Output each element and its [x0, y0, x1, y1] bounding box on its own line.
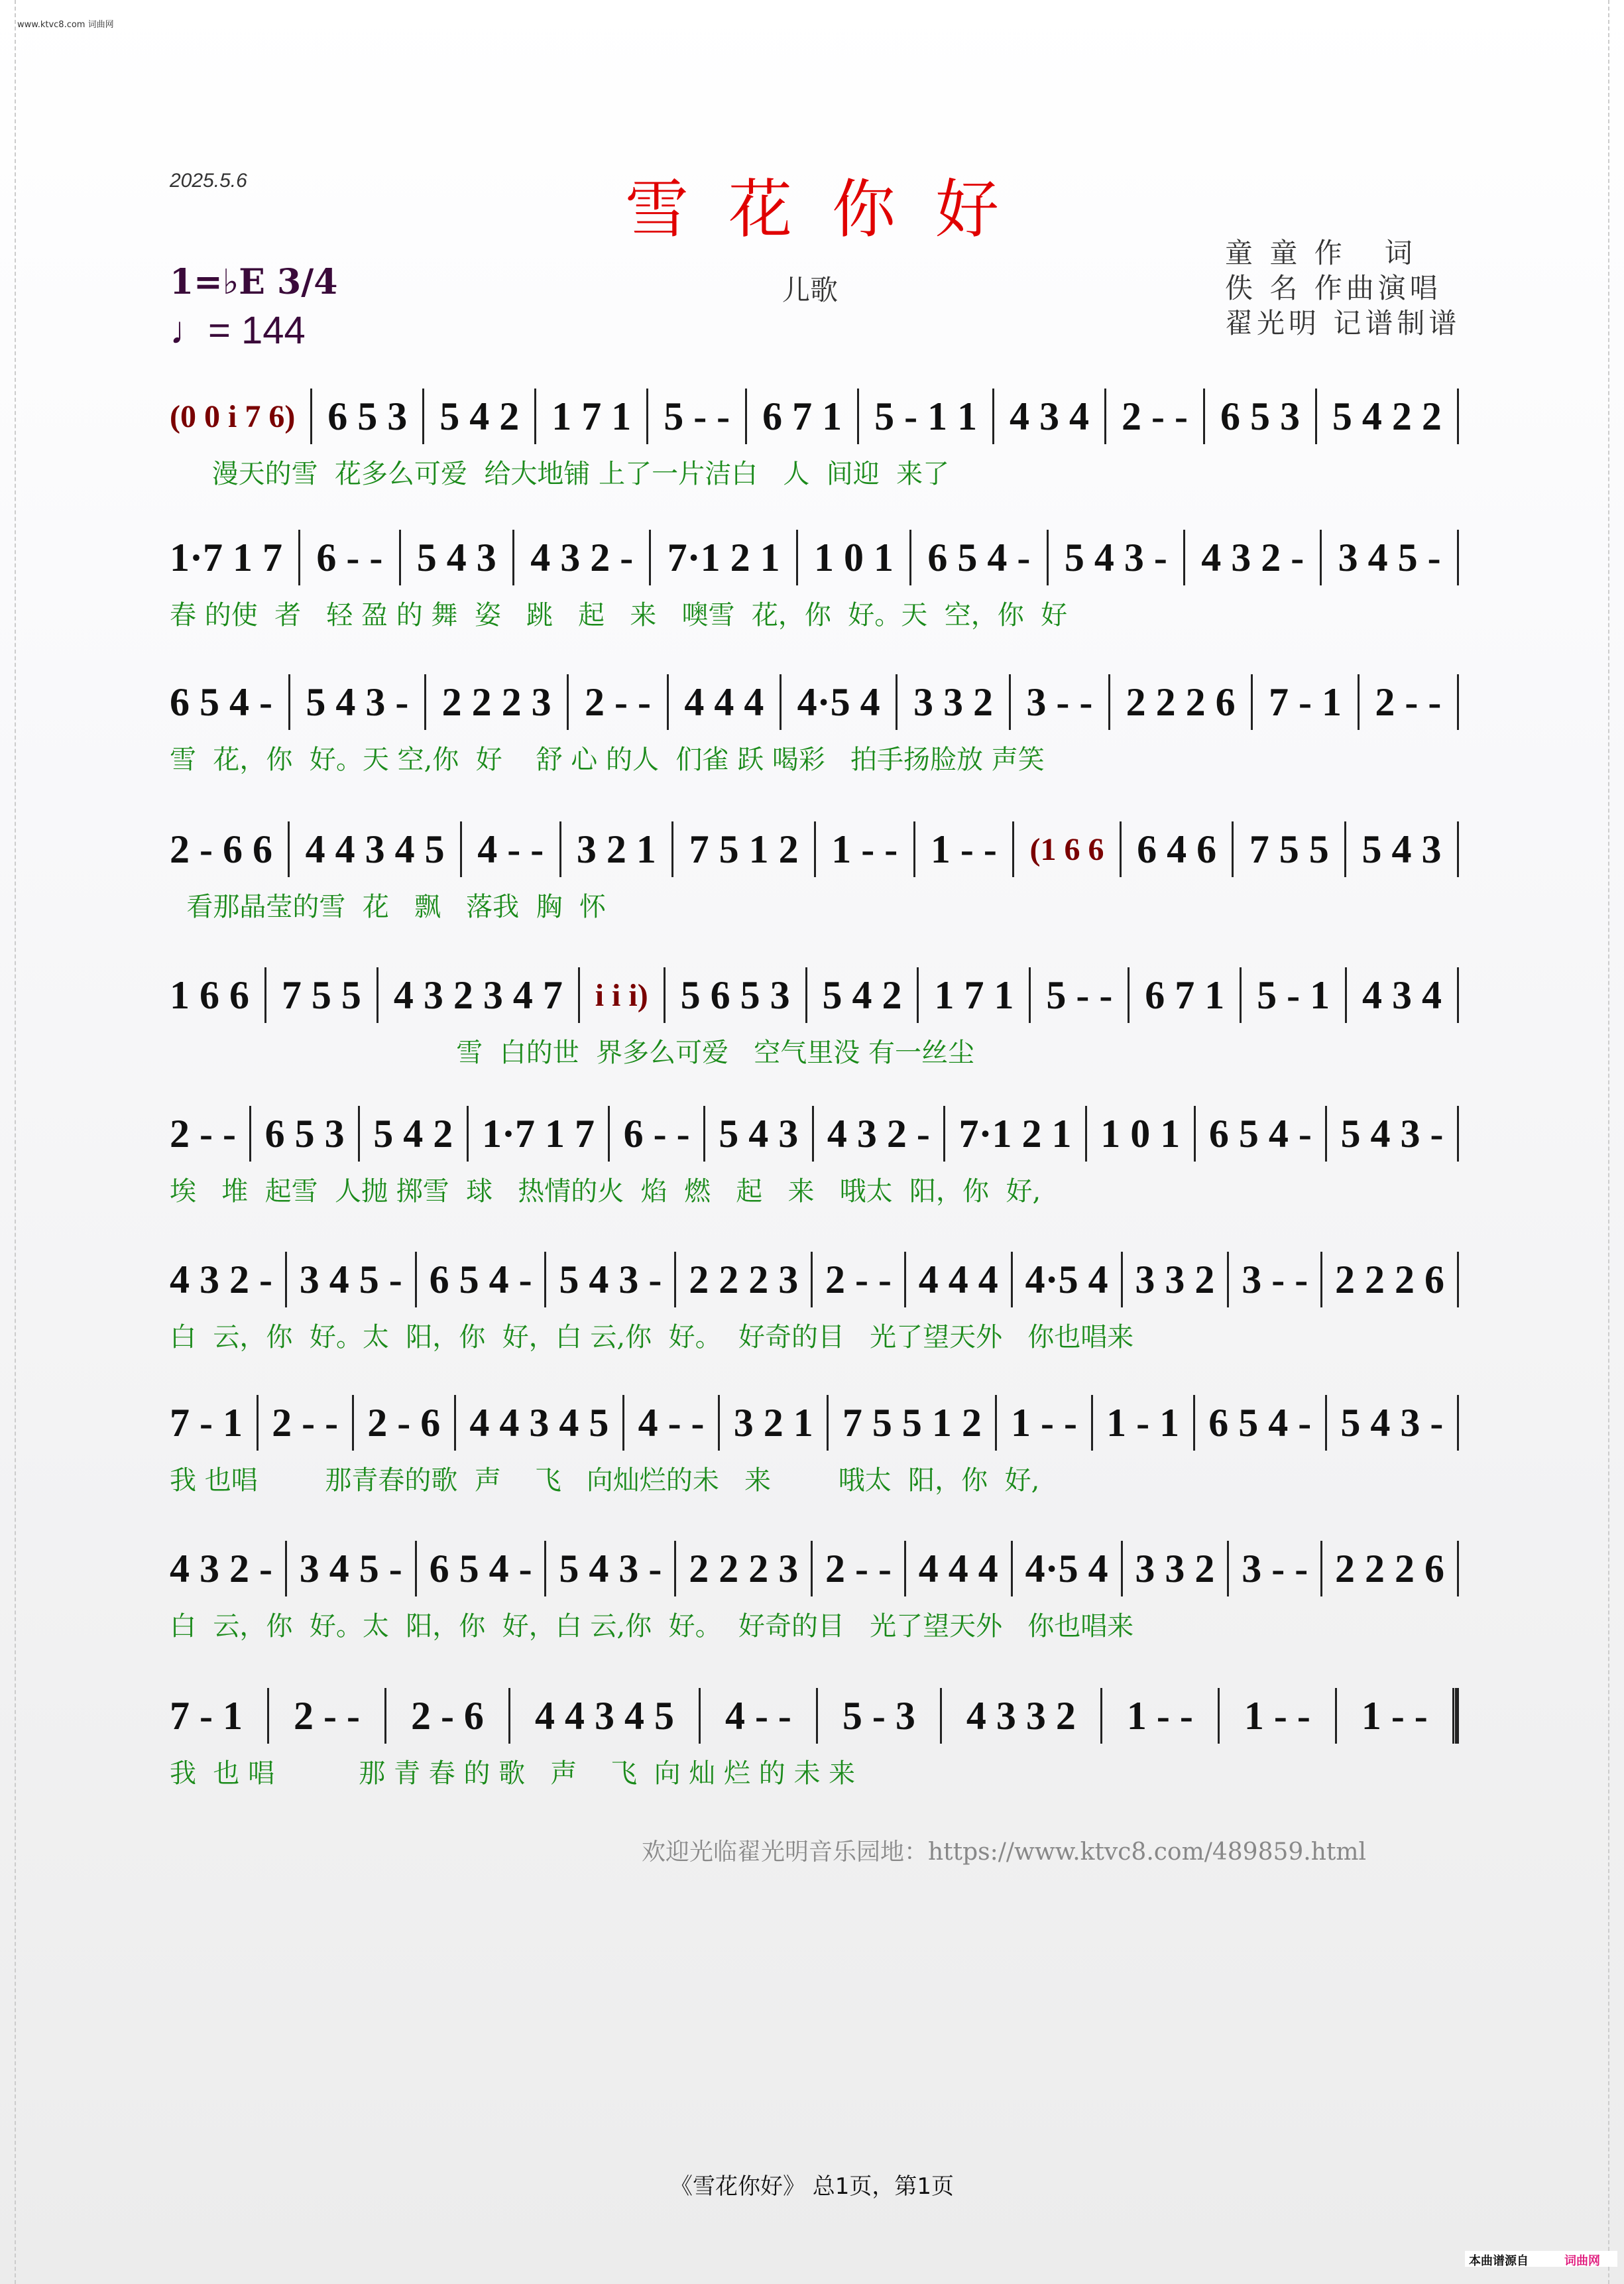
bar-line [1345, 967, 1347, 1023]
notes-line [170, 1250, 1459, 1309]
notes-line [170, 1686, 1459, 1746]
bar-line [1183, 530, 1185, 585]
bar-line [1227, 1541, 1229, 1596]
credits [1225, 235, 1460, 341]
bar-line [827, 1395, 829, 1451]
measure: 6 5 4 - [429, 1546, 532, 1591]
measure: 7 - 1 [170, 1400, 243, 1445]
bar-line [1457, 967, 1459, 1023]
measure: 1 - - [930, 827, 997, 871]
bar-line [352, 1395, 354, 1451]
measure: 2 2 2 6 [1126, 680, 1236, 724]
measure: 2 2 2 6 [1335, 1257, 1445, 1301]
welcome-text: 欢迎光临翟光明音乐园地：https://www.ktvc8.com/489859.html [642, 1838, 1367, 1866]
measure: 3 4 5 - [299, 1546, 402, 1591]
bar-line [917, 967, 919, 1023]
bar-line [1358, 674, 1360, 730]
page-border-left [15, 0, 16, 2284]
notes-line [170, 528, 1459, 587]
measure: 1 - - [1126, 1693, 1193, 1738]
key-signature: 1=♭E 3/4 [170, 262, 338, 302]
song-title: 雪花你好 [625, 172, 1039, 247]
measure: 5 - 3 [842, 1693, 915, 1738]
bar-line [904, 1541, 906, 1596]
measure: 4 - - [638, 1400, 705, 1445]
measure: 2 - - [825, 1546, 892, 1591]
bar-line [718, 1395, 720, 1451]
measure: 4 4 4 [918, 1546, 998, 1591]
bar-line [1325, 1395, 1327, 1451]
bar-line [667, 674, 669, 730]
lyrics-line: 雪 花，你 好。天 空,你 好 舒 心 的人 们雀 跃 喝彩 拍手扬脸放 声笑 [170, 745, 1045, 775]
bar-line [454, 1395, 456, 1451]
bar-line [415, 1541, 417, 1596]
measure: 3 - - [1242, 1546, 1308, 1591]
measure: 6 5 4 - [170, 680, 272, 724]
score-row [170, 819, 1459, 924]
measure: 5 4 3 - [1340, 1400, 1444, 1445]
measure: 6 5 3 [264, 1111, 345, 1156]
measure: 3 2 1 [733, 1400, 813, 1445]
bar-line [384, 1688, 386, 1744]
bar-line [1085, 1106, 1087, 1162]
bar-line [1344, 821, 1346, 877]
measure: 4 3 4 [1362, 973, 1442, 1017]
lyricist: 童 童 作 词 [1225, 237, 1417, 269]
lyrics-line: 我 也 唱 那 青 春 的 歌 声 飞 向 灿 烂 的 未 来 [170, 1758, 856, 1789]
bar-line [674, 1541, 676, 1596]
measure: 2 - 6 6 [170, 827, 272, 871]
score-row [170, 1250, 1459, 1354]
measure: 6 5 3 [327, 394, 408, 438]
bar-line [943, 1106, 945, 1162]
bar-line [285, 1252, 287, 1307]
bar-line [1452, 1688, 1459, 1744]
measure: (0 0 i 7 6) [170, 398, 296, 434]
bar-line [992, 389, 994, 444]
bar-line [664, 967, 666, 1023]
measure: 3 2 1 [576, 827, 656, 871]
bar-line [310, 389, 312, 444]
bar-line [857, 389, 859, 444]
measure: 5 4 2 2 [1332, 394, 1442, 438]
bar-line [1457, 530, 1459, 585]
bar-line [1457, 1106, 1459, 1162]
measure: 4 3 2 - [530, 535, 634, 579]
measure: 4 - - [725, 1693, 791, 1738]
measure: 4 4 4 [918, 1257, 998, 1301]
bar-line [1320, 530, 1322, 585]
measure: 1 0 1 [1100, 1111, 1181, 1156]
bar-line [1194, 1106, 1196, 1162]
lyrics-line: 我 也唱 那青春的歌 声 飞 向灿烂的未 来 哦太 阳，你 好, [170, 1465, 1040, 1496]
measure: 1 - - [1244, 1693, 1310, 1738]
bar-line [288, 674, 290, 730]
notes-line [170, 387, 1459, 446]
measure: 1 7 1 [934, 973, 1014, 1017]
measure: 4 3 2 - [170, 1257, 272, 1301]
bar-line [1203, 389, 1205, 444]
date: 2025.5.6 [170, 170, 247, 192]
tempo: ♩= 144 [170, 309, 306, 352]
measure: 4·5 4 [1025, 1257, 1108, 1301]
measure: (1 6 6 [1029, 831, 1104, 867]
measure: 5 4 3 [416, 535, 496, 579]
bar-line [1457, 821, 1459, 877]
bar-line [467, 1106, 469, 1162]
bar-line [896, 674, 898, 730]
notes-line [170, 672, 1459, 732]
measure: 7 - 1 [170, 1693, 243, 1738]
measure: 2 2 2 6 [1335, 1546, 1445, 1591]
measure: 1 - - [831, 827, 898, 871]
notes-line [170, 819, 1459, 879]
bar-line [544, 1252, 546, 1307]
bar-line [508, 1688, 510, 1744]
measure: 6 5 4 - [1208, 1400, 1312, 1445]
measure: 5 4 3 - [1340, 1111, 1444, 1156]
score-row [170, 528, 1459, 632]
bar-line [703, 1106, 705, 1162]
bar-line [1009, 674, 1011, 730]
measure: 1 0 1 [814, 535, 894, 579]
measure: 2 2 2 3 [689, 1546, 799, 1591]
source-badge [1465, 2251, 1617, 2267]
notes-line [170, 1539, 1459, 1598]
arranger: 翟光明 记谱制谱 [1225, 307, 1461, 339]
measure: 2 - 6 [367, 1400, 441, 1445]
lyrics-line: 看那晶莹的雪 花 飘 落我 胸 怀 [170, 892, 607, 922]
notes-line [170, 1104, 1459, 1164]
score-row [170, 965, 1459, 1069]
bar-line [422, 389, 424, 444]
measure: 1 - - [1011, 1400, 1077, 1445]
bar-line [805, 967, 807, 1023]
measure: 4 4 3 4 5 [469, 1400, 609, 1445]
measure: 2 2 2 3 [689, 1257, 799, 1301]
measure: 2 2 2 3 [441, 680, 551, 724]
measure: 4 4 3 4 5 [534, 1693, 674, 1738]
measure: 3 - - [1026, 680, 1093, 724]
measure: 1 7 1 [551, 394, 632, 438]
measure: 6 5 4 - [1208, 1111, 1312, 1156]
measure: 5 4 3 - [306, 680, 409, 724]
measure: 2 - - [1122, 394, 1188, 438]
score-row [170, 672, 1459, 776]
bar-line [534, 389, 536, 444]
bar-line [1457, 389, 1459, 444]
measure: 3 4 5 - [299, 1257, 402, 1301]
bar-line [1227, 1252, 1229, 1307]
score-row [170, 1104, 1459, 1208]
measure: 4 3 2 - [1201, 535, 1305, 579]
measure: 4 - - [477, 827, 544, 871]
bar-line [399, 530, 401, 585]
lyrics-line: 白 云，你 好。太 阳，你 好，白 云,你 好。 好奇的目 光了望天外 你也唱来 [170, 1611, 1134, 1642]
measure: 5 4 3 - [1064, 535, 1167, 579]
bar-line [622, 1395, 624, 1451]
score-row [170, 1393, 1459, 1497]
bar-line [460, 821, 462, 877]
bar-line [1121, 1252, 1123, 1307]
measure: 6 5 4 - [429, 1257, 532, 1301]
bar-line [1251, 674, 1253, 730]
score-row [170, 1539, 1459, 1643]
measure: 2 - - [272, 1400, 339, 1445]
bar-line [1457, 1395, 1459, 1451]
measure: 5 4 2 [373, 1111, 453, 1156]
bar-line [1457, 1541, 1459, 1596]
bar-line [424, 674, 426, 730]
measure: i i i) [595, 977, 648, 1013]
lyrics-line: 白 云，你 好。太 阳，你 好，白 云,你 好。 好奇的目 光了望天外 你也唱来 [170, 1322, 1134, 1352]
measure: 2 - 6 [410, 1693, 484, 1738]
measure: 2 - - [825, 1257, 892, 1301]
bar-line [1120, 821, 1122, 877]
measure: 3 - - [1242, 1257, 1308, 1301]
bar-line [1128, 967, 1130, 1023]
bar-line [377, 967, 378, 1023]
measure: 4 3 2 3 4 7 [393, 973, 563, 1017]
measure: 5 - - [664, 394, 730, 438]
measure: 2 - - [585, 680, 651, 724]
bar-line [1193, 1395, 1195, 1451]
bar-line [811, 1252, 813, 1307]
bar-line [1011, 1252, 1013, 1307]
bar-line [1091, 1395, 1093, 1451]
measure: 1·7 1 7 [170, 535, 283, 579]
bar-line [816, 1688, 818, 1744]
measure: 1 - - [1361, 1693, 1428, 1738]
bar-line [646, 389, 648, 444]
composer: 佚 名 作曲演唱 [1225, 272, 1442, 304]
notes-line [170, 965, 1459, 1025]
bar-line [745, 389, 747, 444]
measure: 5 4 3 [719, 1111, 799, 1156]
notes-line [170, 1393, 1459, 1453]
bar-line [780, 674, 782, 730]
bar-line [298, 530, 300, 585]
measure: 4 4 3 4 5 [305, 827, 445, 871]
bar-line [1047, 530, 1049, 585]
measure: 1 - 1 [1106, 1400, 1180, 1445]
measure: 7·1 2 1 [667, 535, 780, 579]
bar-line [1232, 821, 1234, 877]
measure: 4 3 2 - [170, 1546, 272, 1591]
score-row [170, 1686, 1459, 1790]
lyrics-line: 雪 白的世 界多么可爱 空气里没 有一丝尘 [170, 1038, 975, 1068]
bar-line [1108, 674, 1110, 730]
bar-line [1218, 1688, 1220, 1744]
bar-line [257, 1395, 259, 1451]
bar-line [904, 1252, 906, 1307]
measure: 4 3 2 - [827, 1111, 930, 1156]
measure: 5 6 5 3 [680, 973, 790, 1017]
measure: 5 4 3 - [559, 1546, 662, 1591]
measure: 7·1 2 1 [958, 1111, 1072, 1156]
measure: 4·5 4 [1025, 1546, 1108, 1591]
source-prefix: 本曲谱源自 [1469, 2254, 1529, 2268]
bar-line [913, 821, 915, 877]
bar-line [1457, 1252, 1459, 1307]
bar-line [671, 821, 673, 877]
bar-line [1325, 1106, 1327, 1162]
bar-line [288, 821, 290, 877]
measure: 5 - - [1046, 973, 1113, 1017]
measure: 5 - 1 [1257, 973, 1330, 1017]
measure: 7 - 1 [1269, 680, 1342, 724]
bar-line [249, 1106, 251, 1162]
bar-line [814, 821, 816, 877]
measure: 6 - - [623, 1111, 690, 1156]
page-border-right [1608, 0, 1609, 2284]
bar-line [1240, 967, 1242, 1023]
bar-line [358, 1106, 360, 1162]
bar-line [699, 1688, 701, 1744]
bar-line [1457, 674, 1459, 730]
page-footer: 《雪花你好》 总1页，第1页 [669, 2173, 955, 2200]
measure: 4 3 3 2 [966, 1693, 1076, 1738]
bar-line [544, 1541, 546, 1596]
bar-line [1011, 1541, 1013, 1596]
measure: 1·7 1 7 [481, 1111, 595, 1156]
measure: 4 3 4 [1010, 394, 1090, 438]
bar-line [1104, 389, 1106, 444]
bar-line [1315, 389, 1317, 444]
bar-line [559, 821, 561, 877]
bar-line [415, 1252, 417, 1307]
measure: 5 - 1 1 [874, 394, 978, 438]
measure: 3 3 2 [913, 680, 994, 724]
watermark-top: www.ktvc8.com 词曲网 [17, 20, 114, 30]
lyrics-line: 漫天的雪 花多么可爱 给大地铺 上了一片洁白 人 间迎 来了 [170, 459, 950, 489]
bar-line [1320, 1252, 1322, 1307]
bar-line [608, 1106, 610, 1162]
bar-line [940, 1688, 942, 1744]
bar-line [811, 1541, 813, 1596]
measure: 3 3 2 [1135, 1257, 1215, 1301]
measure: 5 4 3 - [559, 1257, 662, 1301]
measure: 7 5 5 [281, 973, 361, 1017]
bar-line [812, 1106, 814, 1162]
source-site: 词曲网 [1564, 2254, 1600, 2268]
bar-line [578, 967, 580, 1023]
measure: 2 - - [293, 1693, 360, 1738]
bar-line [1100, 1688, 1102, 1744]
bar-line [909, 530, 911, 585]
bar-line [1320, 1541, 1322, 1596]
measure: 5 4 2 [822, 973, 902, 1017]
measure: 1 6 6 [170, 973, 249, 1017]
bar-line [1121, 1541, 1123, 1596]
measure: 6 5 4 - [927, 535, 1031, 579]
measure: 3 4 5 - [1338, 535, 1441, 579]
measure: 6 7 1 [1145, 973, 1225, 1017]
lyrics-line: 埃 堆 起雪 人抛 掷雪 球 热情的火 焰 燃 起 来 哦太 阳，你 好, [170, 1176, 1041, 1207]
bar-line [995, 1395, 997, 1451]
bar-line [567, 674, 569, 730]
bar-line [264, 967, 266, 1023]
bar-line [267, 1688, 269, 1744]
measure: 6 4 6 [1137, 827, 1217, 871]
bar-line [674, 1252, 676, 1307]
bar-line [1012, 821, 1014, 877]
measure: 2 - - [170, 1111, 236, 1156]
bar-line [649, 530, 651, 585]
measure: 5 4 3 [1362, 827, 1442, 871]
lyrics-line: 春 的使 者 轻 盈 的 舞 姿 跳 起 来 噢雪 花，你 好。天 空，你 好 [170, 600, 1068, 631]
measure: 5 4 2 [439, 394, 520, 438]
measure: 6 7 1 [762, 394, 842, 438]
measure: 2 - - [1375, 680, 1442, 724]
measure: 6 - - [316, 535, 383, 579]
bar-line [1029, 967, 1031, 1023]
score-row [170, 387, 1459, 491]
bar-line [1335, 1688, 1337, 1744]
measure: 7 5 5 [1249, 827, 1329, 871]
bar-line [796, 530, 798, 585]
measure: 7 5 5 1 2 [842, 1400, 982, 1445]
measure: 7 5 1 2 [689, 827, 799, 871]
bar-line [285, 1541, 287, 1596]
measure: 4·5 4 [797, 680, 880, 724]
genre: 儿歌 [782, 274, 839, 306]
measure: 6 5 3 [1220, 394, 1300, 438]
measure: 4 4 4 [684, 680, 764, 724]
bar-line [512, 530, 514, 585]
measure: 3 3 2 [1135, 1546, 1215, 1591]
